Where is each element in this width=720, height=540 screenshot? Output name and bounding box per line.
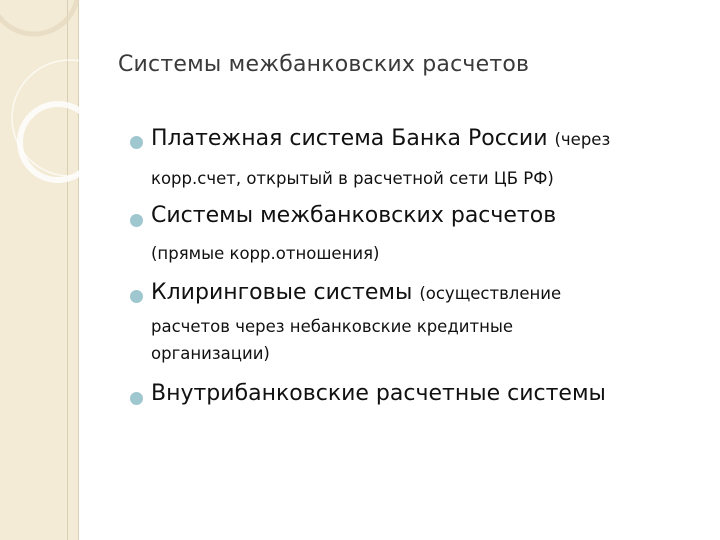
bullet-3-main — [151, 280, 561, 305]
bullet-3-sub-inline: (осуществление — [419, 284, 562, 303]
slide-title: Системы межбанковских расчетов — [118, 52, 530, 77]
bullet-3-sub-line-2: организации) — [151, 344, 270, 363]
bullet-1-sub-inline: (через — [554, 130, 611, 149]
bullet-1-main-text: Платежная система Банка России — [151, 126, 548, 151]
bullet-dot — [130, 214, 143, 227]
bullet-3-main-text: Клиринговые системы — [151, 280, 413, 305]
bullet-dot — [130, 290, 143, 303]
bullet-2-sub-line-1: (прямые корр.отношения) — [151, 244, 380, 263]
bullet-1-sub-line-1: корр.счет, открытый в расчетной сети ЦБ РФ) — [151, 169, 554, 188]
bullet-1-main — [151, 126, 610, 151]
bullet-dot — [130, 392, 143, 405]
bullet-2-main: Системы межбанковских расчетов — [151, 203, 557, 228]
bullet-3-sub-line-1: расчетов через небанковские кредитные — [151, 317, 514, 336]
bullet-4-main: Внутрибанковские расчетные системы — [151, 381, 606, 406]
bullet-dot — [130, 136, 143, 149]
